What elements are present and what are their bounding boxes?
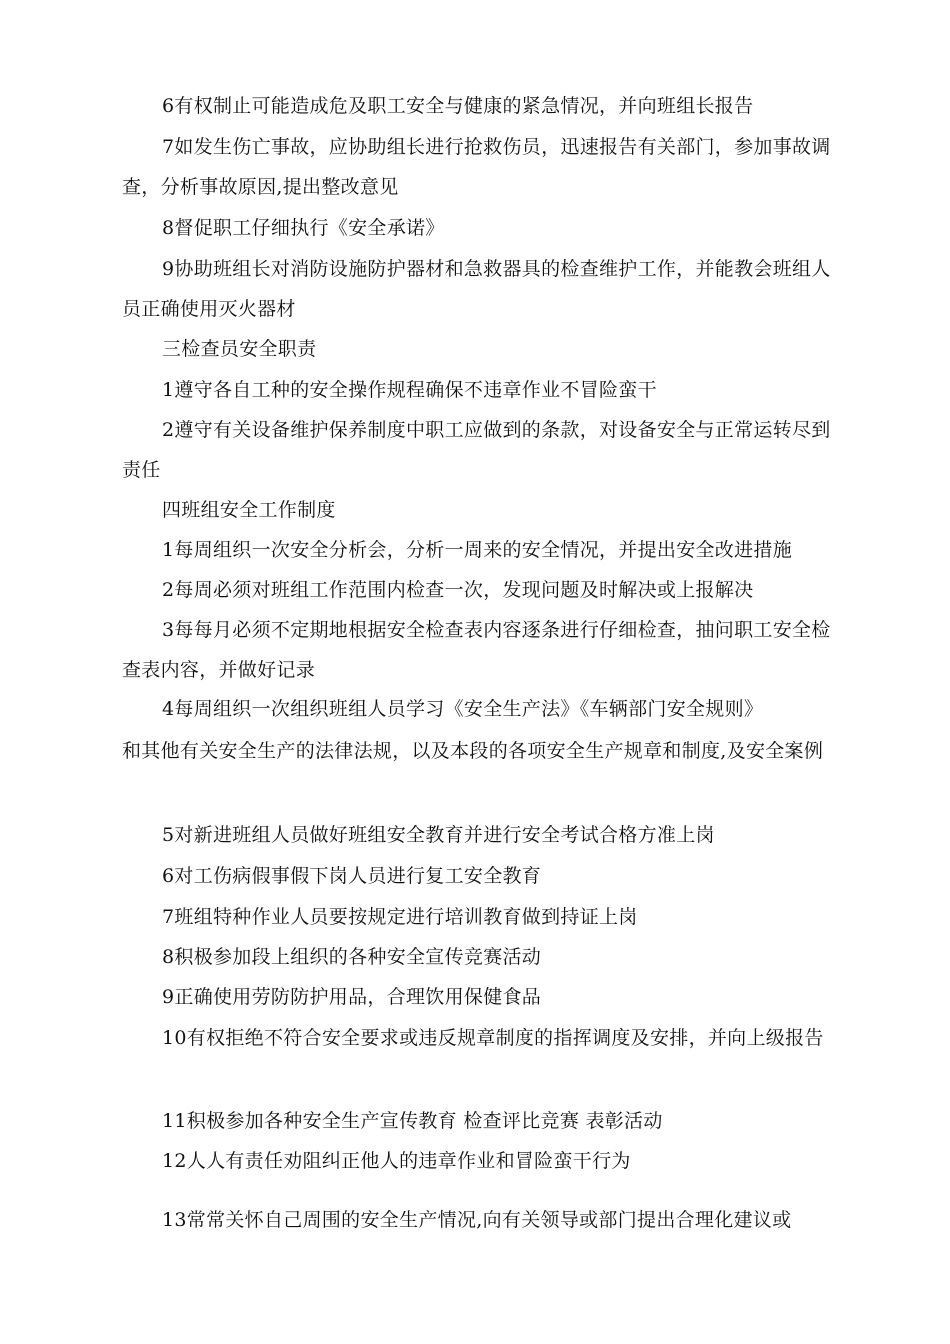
rule-item-5: 5对新进班组人员做好班组安全教育并进行安全考试合格方准上岗 xyxy=(162,824,715,846)
rule-item-4: 4每周组织一次组织班组人员学习《安全生产法》《车辆部门安全规则》 xyxy=(162,698,764,720)
rule-item-2: 2每周必须对班组工作范围内检查一次，发现问题及时解决或上报解决 xyxy=(162,579,754,601)
rule-item-3: 3每每月必须不定期地根据安全检查表内容逐条进行仔细检查，抽问职工安全检查表内容，并做好记录 xyxy=(122,619,831,681)
inspector-item-1: 1遵守各自工种的安全操作规程确保不违章作业不冒险蛮干 xyxy=(162,379,657,401)
rule-item-1: 1每周组织一次安全分析会，分析一周来的安全情况，并提出安全改进措施 xyxy=(162,539,792,561)
rule-item-10: 10有权拒绝不符合安全要求或违反规章制度的指挥调度及安排，并向上级报告 xyxy=(162,1027,824,1049)
rule-item-11: 11积极参加各种安全生产宣传教育 检查评比竞赛 表彰活动 xyxy=(162,1110,663,1132)
rule-item-7: 7班组特种作业人员要按规定进行培训教育做到持证上岗 xyxy=(162,906,638,928)
rule-item-4-continued: 和其他有关安全生产的法律法规，以及本段的各项安全生产规章和制度,及安全案例 xyxy=(122,740,824,762)
rule-item-8: 8积极参加段上组织的各种安全宣传竞赛活动 xyxy=(162,946,542,968)
paragraph-item-8: 8督促职工仔细执行《安全承诺》 xyxy=(162,217,445,239)
rule-item-12: 12人人有责任劝阻纠正他人的违章作业和冒险蛮干行为 xyxy=(162,1150,631,1172)
section-heading-inspector-duties: 三检查员安全职责 xyxy=(162,338,317,360)
paragraph-item-7: 7如发生伤亡事故，应协助组长进行抢救伤员，迅速报告有关部门，参加事故调查，分析事故原因,提出整改意见 xyxy=(122,136,831,198)
paragraph-item-6: 6有权制止可能造成危及职工安全与健康的紧急情况，并向班组长报告 xyxy=(162,95,754,117)
section-heading-team-safety-rules: 四班组安全工作制度 xyxy=(162,499,336,521)
rule-item-13: 13常常关怀自己周围的安全生产情况,向有关领导或部门提出合理化建议或 xyxy=(162,1209,792,1231)
rule-item-6: 6对工伤病假事假下岗人员进行复工安全教育 xyxy=(162,865,542,887)
rule-item-9: 9正确使用劳防防护用品，合理饮用保健食品 xyxy=(162,986,542,1008)
paragraph-item-9: 9协助班组长对消防设施防护器材和急救器具的检查维护工作，并能教会班组人员正确使用灭火器材 xyxy=(122,258,831,320)
inspector-item-2: 2遵守有关设备维护保养制度中职工应做到的条款，对设备安全与正常运转尽到责任 xyxy=(122,419,831,481)
